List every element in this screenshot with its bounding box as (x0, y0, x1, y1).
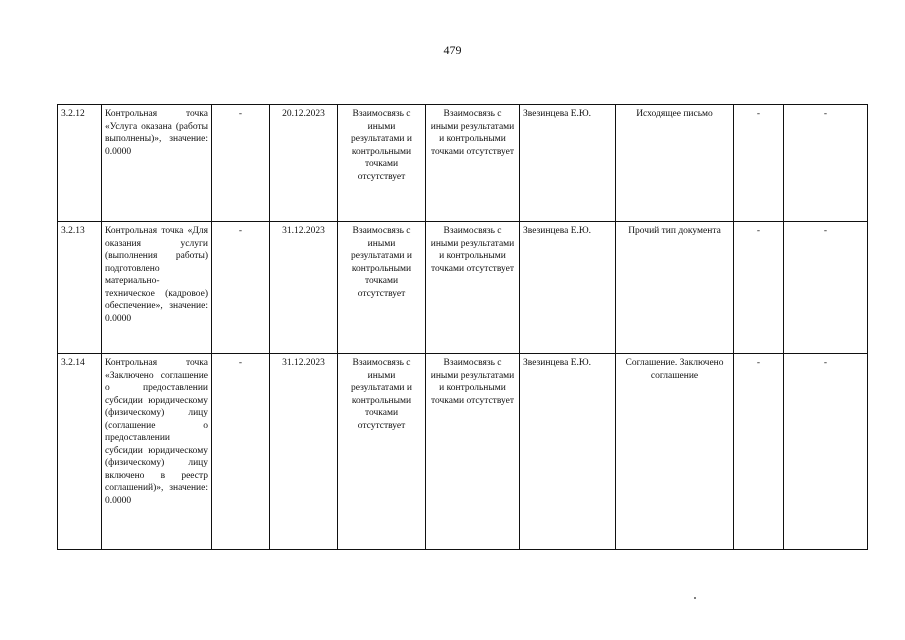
responsible-person: Звезинцева Е.Ю. (520, 222, 616, 354)
table-row (58, 354, 868, 550)
deadline-date: 31.12.2023 (270, 354, 338, 550)
successor-relation: Взаимосвязь с иными результатами и контрольными точками отсутствует (426, 222, 520, 354)
row-number: 3.2.14 (58, 354, 102, 550)
document-type: Соглашение. Заключено соглашение (616, 354, 734, 550)
base-value: - (212, 354, 270, 550)
info-system: - (734, 105, 784, 222)
note: - (784, 354, 868, 550)
page-number: 479 (443, 43, 462, 57)
responsible-person: Звезинцева Е.Ю. (520, 105, 616, 222)
responsible-person: Звезинцева Е.Ю. (520, 354, 616, 550)
control-point-name: Контрольная точка «Заключено соглашение о предоставлении субсидии юридическому (физическому) лицу (соглашение о предоставлении субсидии юридическому (физическому) лицу включено в реестр соглашений)», значение: 0.0000 (102, 354, 212, 550)
table-row (58, 105, 868, 222)
document-type: Прочий тип документа (616, 222, 734, 354)
info-system: - (734, 222, 784, 354)
predecessor-relation: Взаимосвязь с иными результатами и контрольными точками отсутствует (338, 354, 426, 550)
control-point-name: Контрольная точка «Для оказания услуги (выполнения работы) подготовлено материально-техническое (кадровое) обеспечение», значение: 0.0000 (102, 222, 212, 354)
row-number: 3.2.12 (58, 105, 102, 222)
note: - (784, 222, 868, 354)
row-number: 3.2.13 (58, 222, 102, 354)
base-value: - (212, 222, 270, 354)
control-points-table (57, 104, 868, 550)
base-value: - (212, 105, 270, 222)
document-type: Исходящее письмо (616, 105, 734, 222)
successor-relation: Взаимосвязь с иными результатами и контрольными точками отсутствует (426, 105, 520, 222)
predecessor-relation: Взаимосвязь с иными результатами и контрольными точками отсутствует (338, 222, 426, 354)
table-row (58, 222, 868, 354)
deadline-date: 20.12.2023 (270, 105, 338, 222)
info-system: - (734, 354, 784, 550)
scan-speck (694, 597, 696, 599)
deadline-date: 31.12.2023 (270, 222, 338, 354)
predecessor-relation: Взаимосвязь с иными результатами и контрольными точками отсутствует (338, 105, 426, 222)
note: - (784, 105, 868, 222)
control-point-name: Контрольная точка «Услуга оказана (работы выполнены)», значение: 0.0000 (102, 105, 212, 222)
successor-relation: Взаимосвязь с иными результатами и контрольными точками отсутствует (426, 354, 520, 550)
